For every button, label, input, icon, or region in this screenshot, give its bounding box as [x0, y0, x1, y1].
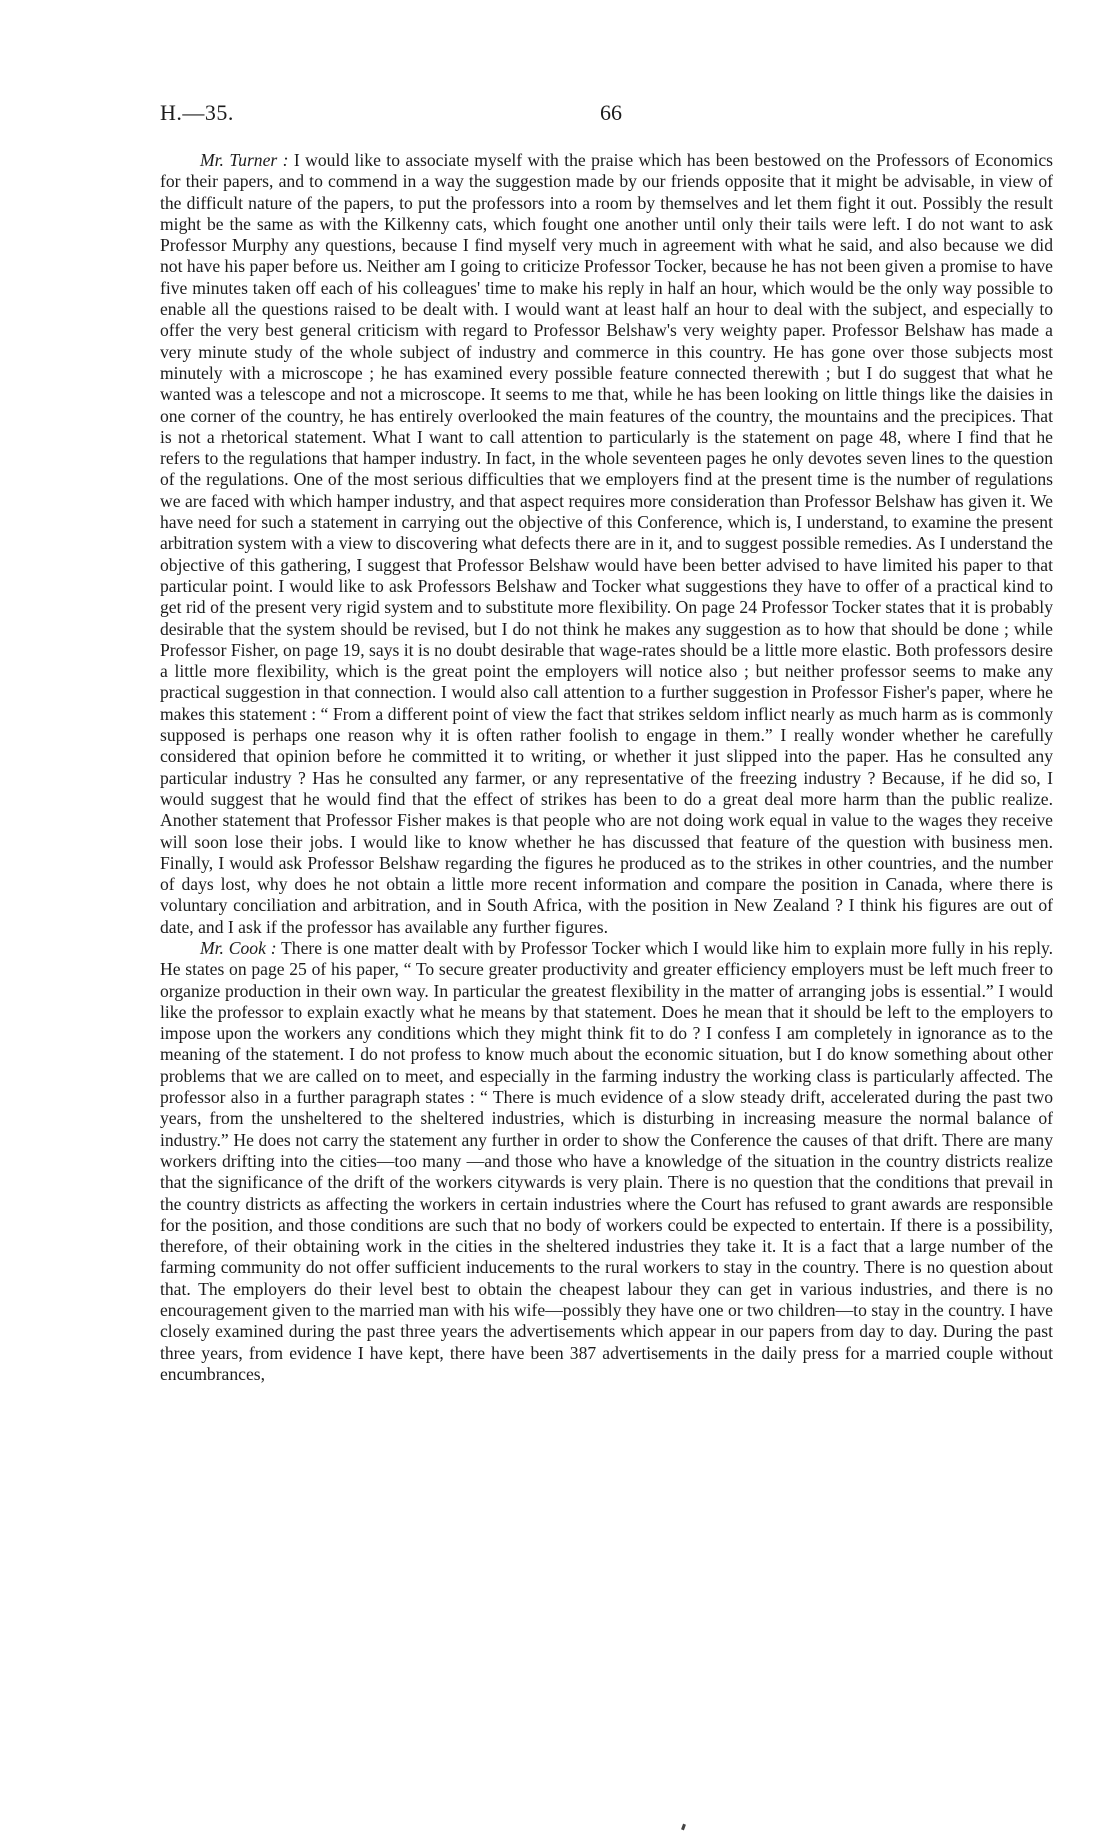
speaker-name: Mr. Turner : — [200, 150, 289, 170]
scan-mark — [681, 1824, 686, 1831]
page-number: 66 — [600, 100, 622, 125]
paragraph-turner — [160, 150, 1053, 938]
paragraph-text: There is one matter dealt with by Professor Tocker which I would like him to explain more fully in his reply. He states on page 25 of his paper, “ To secure greater productivity and greater efficiency employers must be left much freer to organize production in their own way. In particular the greatest flexibility in the matter of arranging jobs is essential.” I would like the professor to explain exactly what he means by that statement. Does he mean that it should be left to the employers to impose upon the workers any conditions which they might think fit to do ? I confess I am completely in ignorance as to the meaning of the statement. I do not profess to know much about the economic situation, but I do know something about other problems that we are called on to meet, and especially in the farming industry the working class is particularly affected. The professor also in a further paragraph states : “ There is much evidence of a slow steady drift, accelerated during the past two years, from the unsheltered to the sheltered industries, which is disturbing in increasing measure the normal balance of industry.” He does not carry the statement any further in order to show the Conference the causes of that drift. There are many workers drifting into the cities—too many —and those who have a knowledge of the situation in the country districts realize that the significance of the drift of the workers citywards is very plain. There is no question that the conditions that prevail in the country districts as affecting the workers in certain industries where the Court has refused to grant awards are responsible for the position, and those conditions are such that no body of workers could be expected to entertain. If there is a possibility, therefore, of their obtaining work in the cities in the sheltered industries they take it. It is a fact that a large number of the farming community do not offer sufficient inducements to the rural workers to stay in the country. There is no question about that. The employers do their level best to obtain the cheapest labour they can get in various industries, and there is no encouragement given to the married man with his wife—possibly they have one or two children—to stay in the country. I have closely examined during the past three years the advertisements which appear in our papers from day to day. During the past three years, from evidence I have kept, there have been 387 advertisements in the daily press for a married couple without encumbrances, — [160, 937, 1054, 1384]
page-header — [160, 100, 1054, 130]
body-text — [160, 150, 1053, 1385]
document-reference: H.—35. — [160, 100, 234, 125]
paragraph-text: I would like to associate myself with the praise which has been bestowed on the Professors of Economics for their papers, and to commend in a way the suggestion made by our friends opposite that it might be advisable, in view of the difficult nature of the papers, to put the professors into a room by themselves and let them fight it out. Possibly the result might be the same as with the Kilkenny cats, which fought one another until only their tails were left. I do not want to ask Professor Murphy any questions, because I find myself very much in agreement with what he said, and also because we did not have his paper before us. Neither am I going to criticize Professor Tocker, because he has not been given a promise to have five minutes taken off each of his colleagues' time to make his reply in half an hour, which would be the only way possible to enable all the questions raised to be dealt with. I would want at least half an hour to deal with the subject, and especially to offer the very best general criticism with regard to Professor Belshaw's very weighty paper. Professor Belshaw has made a very minute study of the whole subject of industry and commerce in this country. He has gone over those subjects most minutely with a microscope ; he has examined every possible feature connected therewith ; but I do suggest that what he wanted was a telescope and not a microscope. It seems to me that, while he has been looking on little things like the daisies in one corner of the country, he has entirely overlooked the main features of the country, the mountains and the precipices. That is not a rhetorical statement. What I want to call attention to particularly is the statement on page 48, where I find that he refers to the regulations that hamper industry. In fact, in the whole seventeen pages he only devotes seven lines to the question of the regulations. One of the most serious difficulties that we employers find at the present time is the number of regulations we are faced with which hamper industry, and that aspect requires more consideration than Professor Belshaw has given it. We have need for such a statement in carrying out the objective of this Conference, which is, I understand, to examine the present arbitration system with a view to discovering what defects there are in it, and to suggest possible remedies. As I understand the objective of this gathering, I suggest that Professor Belshaw would have been better advised to have limited his paper to that particular point. I would like to ask Professors Belshaw and Tocker what suggestions they have to offer of a practical kind to get rid of the present very rigid system and to substitute more flexibility. On page 24 Professor Tocker states that it is probably desirable that the system should be revised, but I do not think he makes any suggestion as to how that should be done ; while Professor Fisher, on page 19, says it is no doubt desirable that wage-rates should be a little more elastic. Both professors desire a little more flexibility, which is the great point the employers will notice also ; but neither professor seems to make any practical suggestion in that connection. I would also call attention to a further suggestion in Professor Fisher's paper, where he makes this statement : “ From a different point of view the fact that strikes seldom inflict nearly as much harm as is commonly supposed is perhaps one reason why it is often rather foolish to engage in them.” I really wonder whether he carefully considered that opinion before he committed it to writing, or whether it just slipped into the paper. Has he consulted any particular industry ? Has he consulted any farmer, or any representative of the freezing industry ? Because, if he did so, I would suggest that he would find that the effect of strikes has been to do a great deal more harm than the public realize. Another statement that Professor Fisher makes is that people who are not doing work equal in value to the wages they receive will soon lose their jobs. I would like to know whether he has discussed that feature of the question with business men. Finally, I would ask Professor Belshaw regarding the figures he produced as to the strikes in other countries, and the number of days lost, why does he not obtain a little more recent information and compare the position in Canada, where there is voluntary conciliation and arbitration, and in South Africa, with the position in New Zealand ? I think his figures are out of date, and I ask if the professor has available any further figures. — [160, 150, 1053, 937]
speaker-name: Mr. Cook : — [200, 937, 277, 958]
paragraph-cook — [160, 938, 1053, 1385]
